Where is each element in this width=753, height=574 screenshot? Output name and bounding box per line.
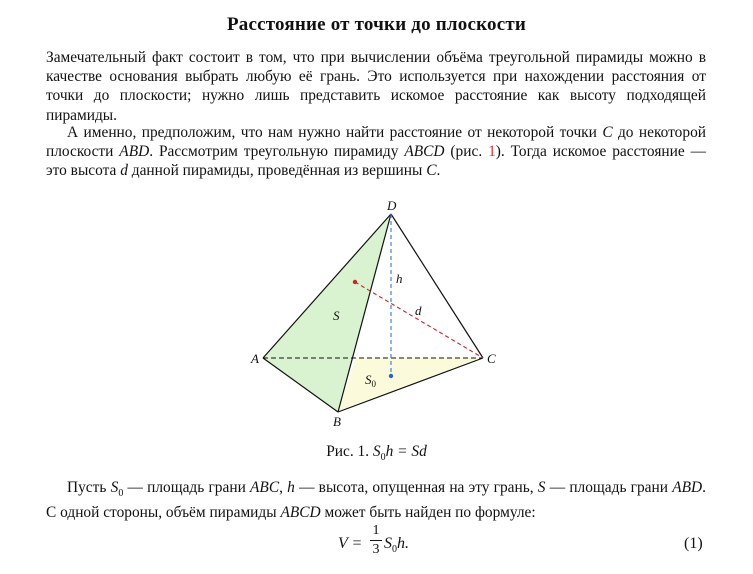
label-b-vertex: B — [333, 414, 341, 429]
page-title: Расстояние от точки до плоскости — [226, 14, 527, 35]
label-d-vertex: D — [387, 198, 397, 213]
text-span: , — [279, 479, 288, 496]
paragraph-volume — [46, 478, 706, 522]
math-abd: ABD — [672, 479, 703, 496]
fraction-denominator: 3 — [372, 542, 380, 557]
text-span: . — [436, 162, 441, 180]
text-span: (рис. — [444, 143, 489, 161]
math-point-c: C — [602, 124, 613, 141]
formula-volume — [0, 523, 753, 569]
label-d-distance: d — [415, 303, 422, 318]
caption-sub: 0 — [380, 452, 386, 464]
math-point-c: C — [426, 162, 437, 180]
caption-s: S — [372, 443, 381, 460]
formula-sub: 0 — [392, 544, 397, 556]
text-span: — высота, опущенная на эту грань, — [294, 479, 538, 496]
label-h: h — [396, 271, 403, 286]
text-span: А именно, предположим, что нам нужно найти расстояние от некоторой точки — [67, 124, 603, 141]
figure-caption — [0, 443, 753, 463]
label-s: S — [333, 308, 340, 323]
label-s0: $S_0$ — [365, 372, 376, 389]
text-span: . Рассмотрим треугольную пирамиду — [149, 143, 405, 161]
paragraph-problem — [46, 123, 706, 181]
math-s0: S — [110, 479, 119, 496]
pyramid-diagram — [240, 192, 520, 432]
label-c-vertex: C — [487, 351, 496, 366]
text-span: . С одной стороны, объём пирамиды — [46, 479, 706, 522]
text-span: — площадь грани — [545, 479, 673, 496]
figure-reference-link[interactable]: 1 — [488, 143, 496, 161]
foot-of-h — [389, 374, 393, 378]
fraction-bar — [370, 540, 382, 541]
fraction-numerator: 1 — [372, 523, 380, 538]
math-sub: 0 — [118, 488, 124, 500]
equation-number: (1) — [684, 535, 703, 552]
formula-rhs — [384, 535, 409, 555]
math-plane-abd: ABD — [119, 143, 150, 161]
text-span: Пусть — [67, 479, 111, 496]
text-span: может быть найден по формуле: — [320, 504, 536, 522]
formula-s: S — [384, 535, 392, 552]
formula-fraction — [370, 523, 382, 558]
text-span: до некоторой плоскости — [46, 124, 707, 161]
text-span: данной пирамиды, проведённая из вершины — [127, 162, 427, 180]
math-pyramid-abcd: ABCD — [404, 143, 445, 161]
caption-rest: h = Sd — [385, 443, 427, 460]
paragraph-intro: Замечательный факт состоит в том, что при вычислении объёма треугольной пирамиды можно в качестве основания выбрать любую её грань. Это используется при нахождении расстояния от точки до плоскости; нужно лишь представить искомое расстояние как высоту подходящей пирамиды. — [46, 49, 706, 124]
math-abc: ABC — [250, 479, 280, 496]
formula-lhs: V = — [338, 535, 363, 552]
edge-cd — [391, 214, 483, 358]
text-span: ). Тогда искомое расстояние — это высота — [46, 143, 707, 180]
text-span: — площадь грани — [123, 479, 251, 496]
math-s: S — [537, 479, 546, 496]
math-d: d — [120, 162, 128, 180]
foot-of-d — [353, 280, 357, 284]
pyramid-figure — [240, 192, 520, 432]
distance-d-line — [355, 282, 483, 358]
formula-h: h. — [397, 535, 409, 552]
caption-prefix: Рис. 1. — [326, 443, 370, 460]
math-abcd: ABCD — [280, 504, 321, 522]
label-a-vertex: A — [251, 351, 259, 366]
math-h: h — [287, 479, 295, 496]
